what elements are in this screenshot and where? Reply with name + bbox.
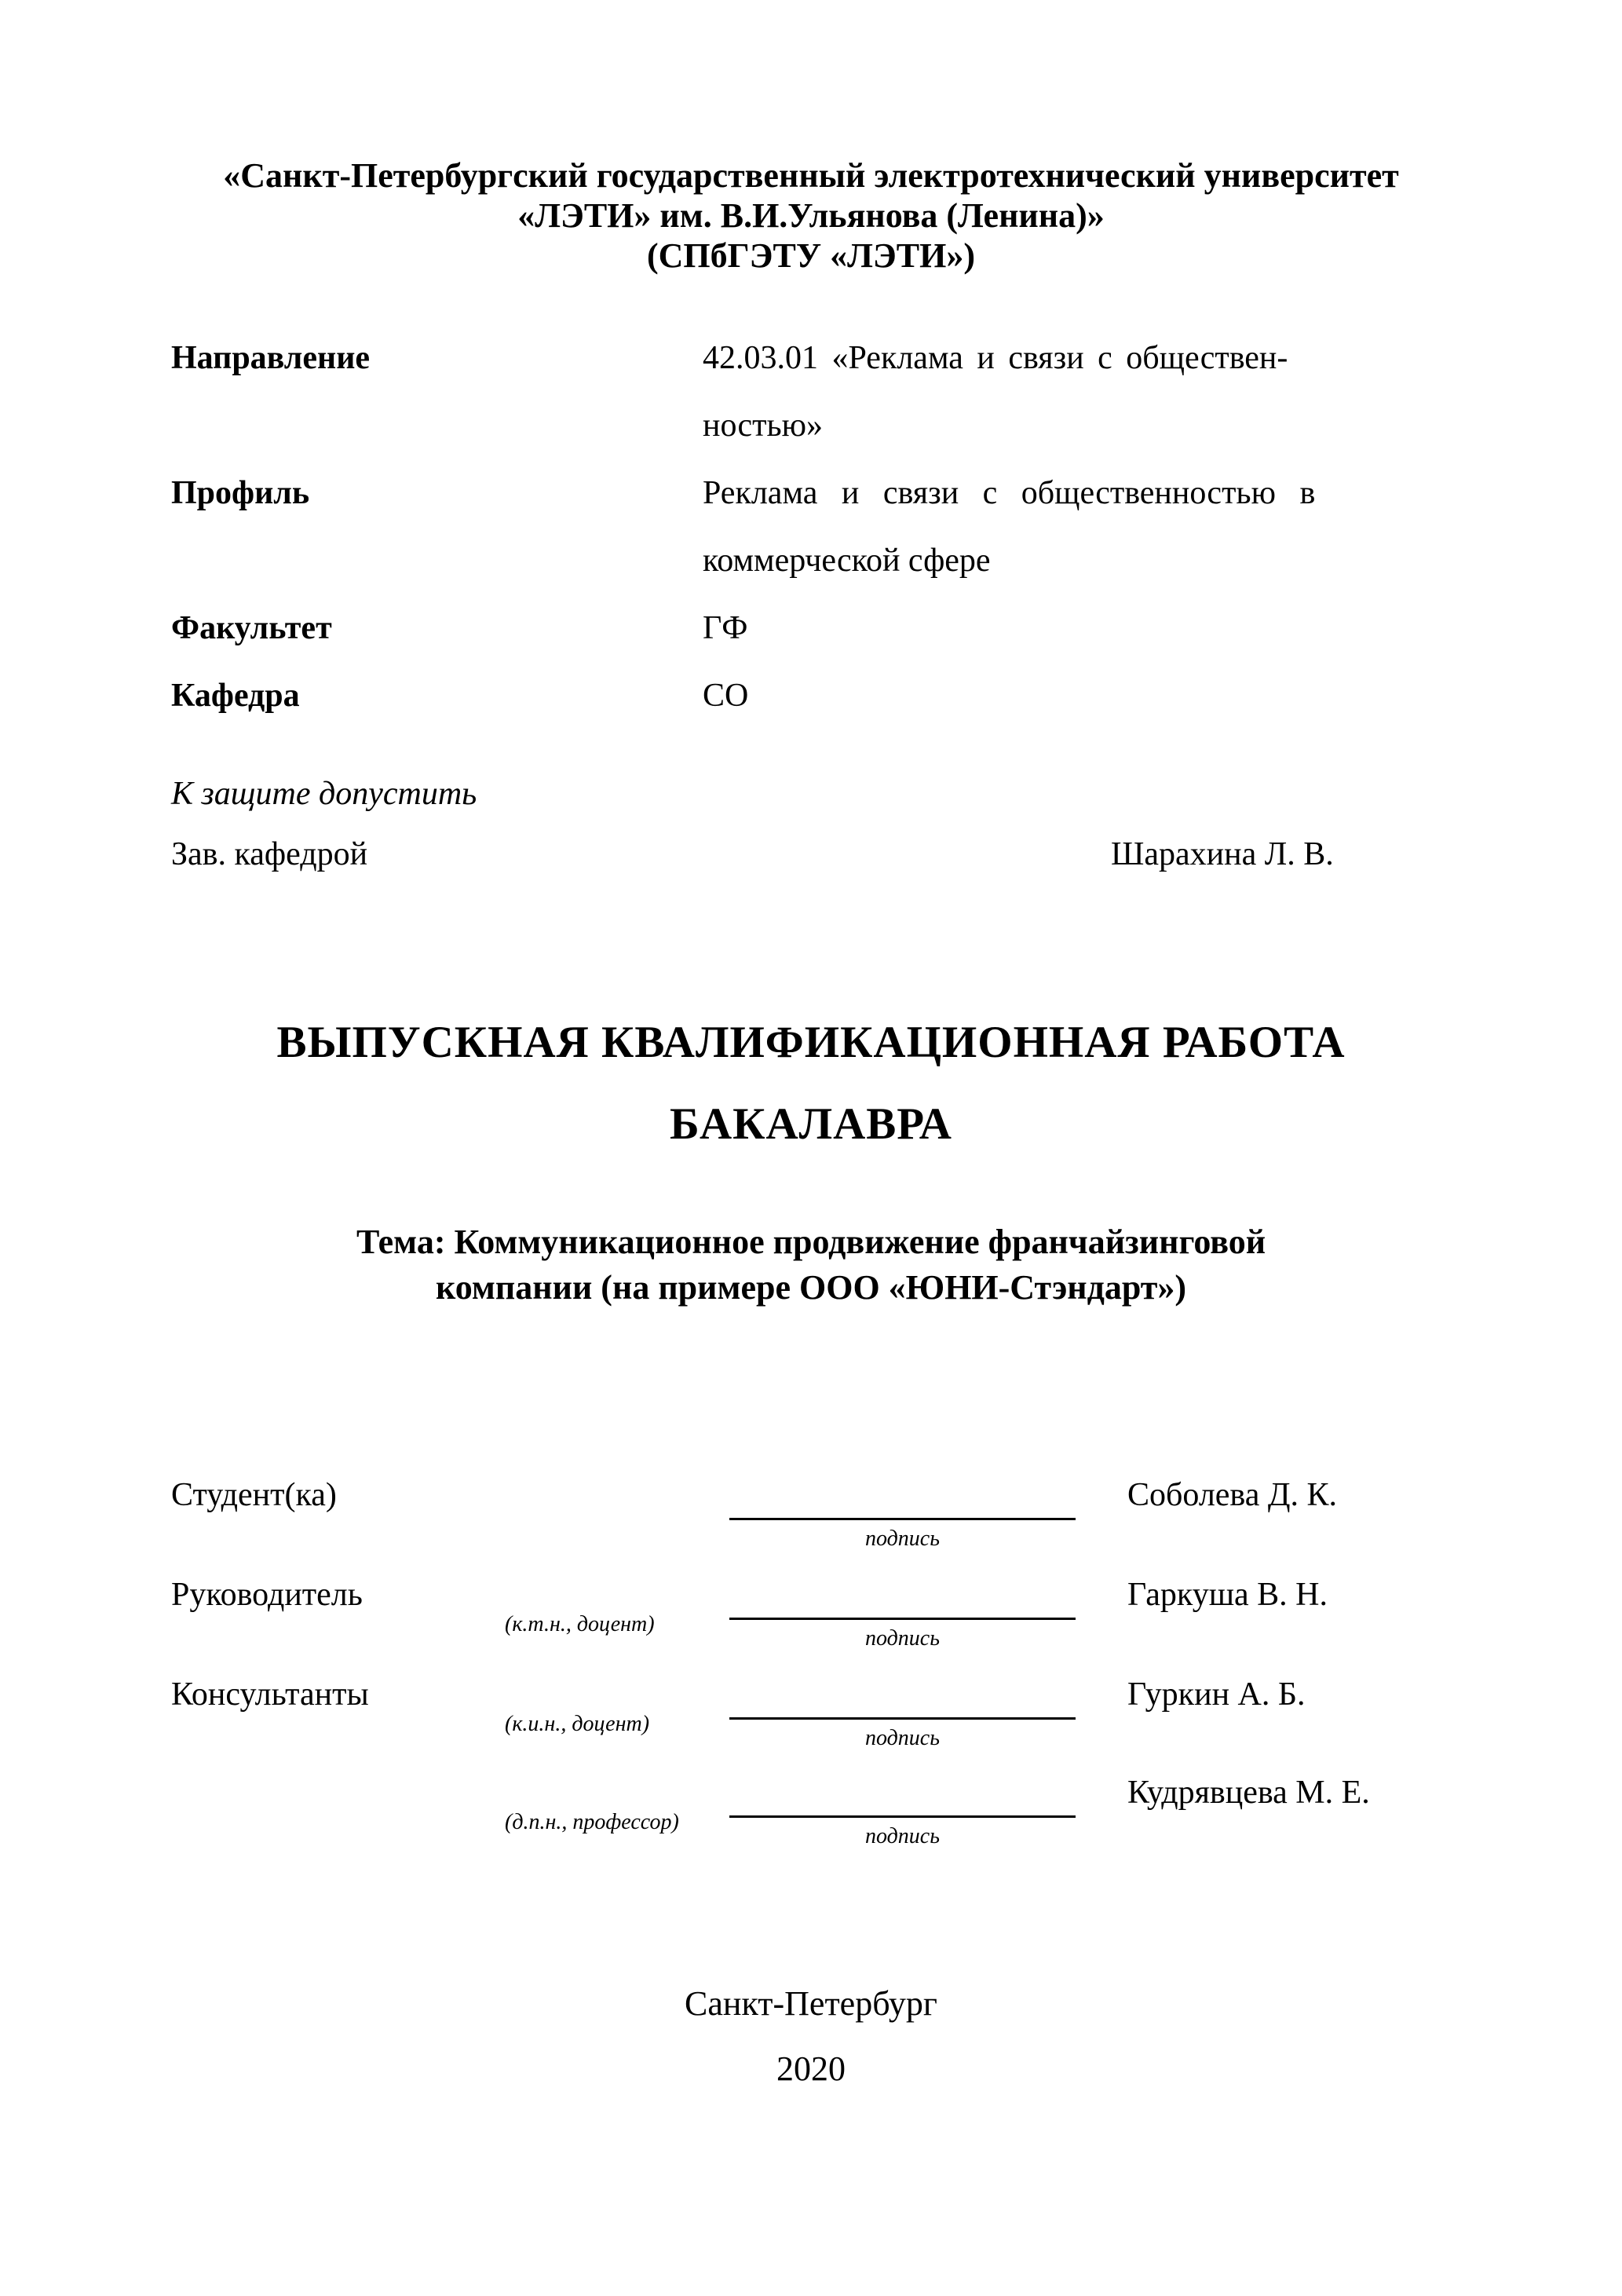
- signature-caption-consultant-1: подпись: [865, 1726, 940, 1750]
- head-of-department-name: Шарахина Л. В.: [1111, 836, 1334, 872]
- signature-role-supervisor: Руководитель: [171, 1577, 363, 1613]
- direction-value-line-2: ностью»: [703, 408, 824, 444]
- thesis-theme: [0, 1219, 1622, 1311]
- university-name-line-1: «Санкт-Петербургский государственный электротехнический университет: [223, 156, 1399, 195]
- footer-year: 2020: [776, 2049, 846, 2088]
- university-abbreviation: (СПбГЭТУ «ЛЭТИ»): [647, 236, 975, 275]
- signature-caption-student: подпись: [865, 1526, 940, 1551]
- signature-line-consultant-2: [729, 1775, 1076, 1818]
- university-header: [0, 155, 1622, 276]
- field-label-department: Кафедра: [171, 678, 300, 714]
- signature-row-student: [171, 1478, 1506, 1578]
- signature-line-consultant-1: [729, 1677, 1076, 1720]
- thesis-theme-line-2: компании (на примере ООО «ЮНИ-Стэндарт»): [436, 1268, 1186, 1307]
- field-label-faculty: Факультет: [171, 610, 332, 646]
- university-name-line-2: «ЛЭТИ» им. В.И.Ульянова (Ленина)»: [517, 196, 1105, 235]
- signature-caption-supervisor: подпись: [865, 1626, 940, 1651]
- profile-value-line-1: Реклама и связи с общественностью в: [703, 475, 1316, 511]
- field-value-direction: [703, 324, 1380, 459]
- footer: [0, 1971, 1622, 2101]
- program-fields: [171, 324, 1380, 729]
- signature-role-student: Студент(ка): [171, 1477, 337, 1513]
- signature-caption-consultant-2: подпись: [865, 1824, 940, 1848]
- admission-row: [171, 835, 1506, 874]
- signature-row-supervisor: [171, 1578, 1506, 1677]
- field-value-department: СО: [703, 678, 749, 714]
- signatory-name-consultant-2: Кудрявцева М. Е.: [1127, 1775, 1370, 1811]
- field-label-profile: Профиль: [171, 475, 310, 511]
- field-value-profile: [703, 459, 1380, 594]
- thesis-theme-line-1: Тема: Коммуникационное продвижение франчайзинговой: [356, 1223, 1266, 1261]
- direction-value-line-1: 42.03.01 «Реклама и связи с обществен-: [703, 340, 1288, 376]
- signatory-name-consultant-1: Гуркин А. Б.: [1127, 1676, 1306, 1713]
- signatory-name-supervisor: Гаркуша В. Н.: [1127, 1577, 1328, 1613]
- signature-line-supervisor: [729, 1578, 1076, 1620]
- signature-qualification-consultant-1: (к.и.н., доцент): [505, 1712, 650, 1736]
- signatory-name-student: Соболева Д. К.: [1127, 1477, 1338, 1513]
- signature-row-consultant-1: [171, 1677, 1506, 1777]
- thesis-title-line-2: БАКАЛАВРА: [670, 1099, 952, 1149]
- field-value-faculty: ГФ: [703, 610, 748, 646]
- field-label-direction: Направление: [171, 340, 371, 376]
- footer-city: Санкт-Петербург: [685, 1984, 937, 2023]
- signature-row-consultant-2: [171, 1775, 1506, 1875]
- thesis-title-line-1: ВЫПУСКНАЯ КВАЛИФИКАЦИОННАЯ РАБОТА: [276, 1018, 1346, 1067]
- admission-role-label: Зав. кафедрой: [171, 836, 368, 872]
- signature-line-student: [729, 1478, 1076, 1520]
- admission-note: К защите допустить: [171, 776, 477, 812]
- signature-qualification-consultant-2: (д.п.н., профессор): [505, 1810, 679, 1834]
- profile-value-line-2: коммерческой сфере: [703, 543, 991, 579]
- thesis-title: [0, 1002, 1622, 1165]
- signature-role-consultants: Консультанты: [171, 1676, 369, 1713]
- signature-qualification-supervisor: (к.т.н., доцент): [505, 1612, 655, 1636]
